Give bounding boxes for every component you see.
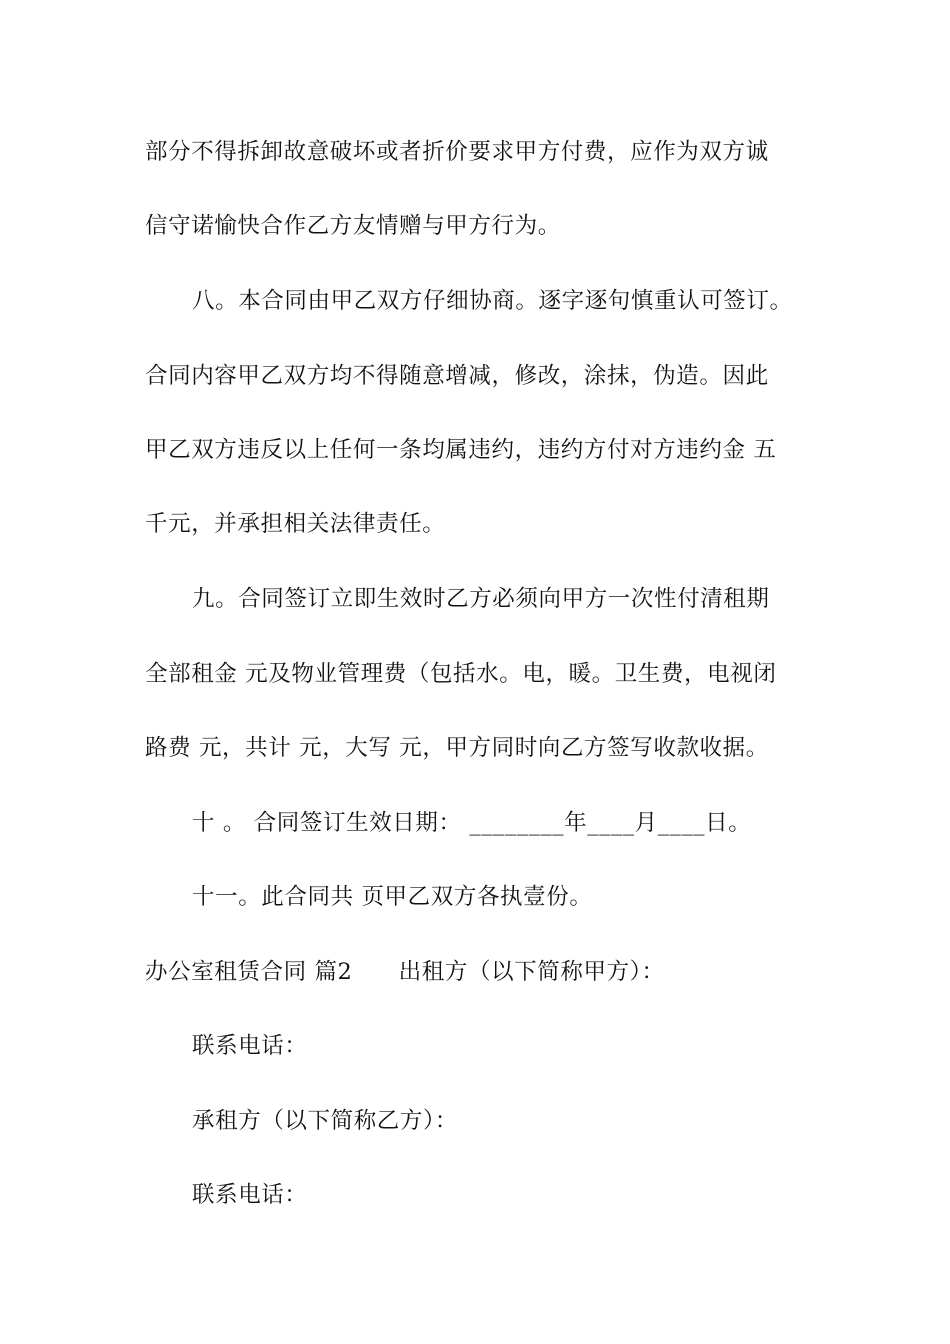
lessee-label: 承租方（以下简称乙方）： xyxy=(192,1108,458,1134)
lessor-phone-label: 联系电话： xyxy=(192,1033,308,1059)
paragraph-line: 部分不得拆卸故意破坏或者折价要求甲方付费，应作为双方诚 xyxy=(145,139,769,165)
paragraph-line: 路费 元，共计 元，大写 元，甲方同时向乙方签写收款收据。 xyxy=(145,735,769,761)
clause-10-date-line: 十 。 合同签订生效日期： ________年____月____日。 xyxy=(192,810,752,836)
clause-11-line: 十一。此合同共 页甲乙双方各执壹份。 xyxy=(192,884,593,910)
clause-8-line: 八。本合同由甲乙双方仔细协商。逐字逐句慎重认可签订。 xyxy=(192,288,793,314)
paragraph-line: 合同内容甲乙双方均不得随意增减，修改，涂抹，伪造。因此 xyxy=(145,363,769,389)
section-heading: 办公室租赁合同 篇2 出租方（以下简称甲方）： xyxy=(145,959,665,985)
clause-9-line: 九。合同签订立即生效时乙方必须向甲方一次性付清租期 xyxy=(192,586,770,612)
paragraph-line: 千元，并承担相关法律责任。 xyxy=(145,511,446,537)
paragraph-line: 全部租金 元及物业管理费（包括水。电，暖。卫生费，电视闭 xyxy=(145,661,777,687)
paragraph-line: 信守诺愉快合作乙方友情赠与甲方行为。 xyxy=(145,213,561,239)
lessee-phone-label: 联系电话： xyxy=(192,1182,308,1208)
paragraph-line: 甲乙双方违反以上任何一条均属违约，违约方付对方违约金 五 xyxy=(145,437,777,463)
